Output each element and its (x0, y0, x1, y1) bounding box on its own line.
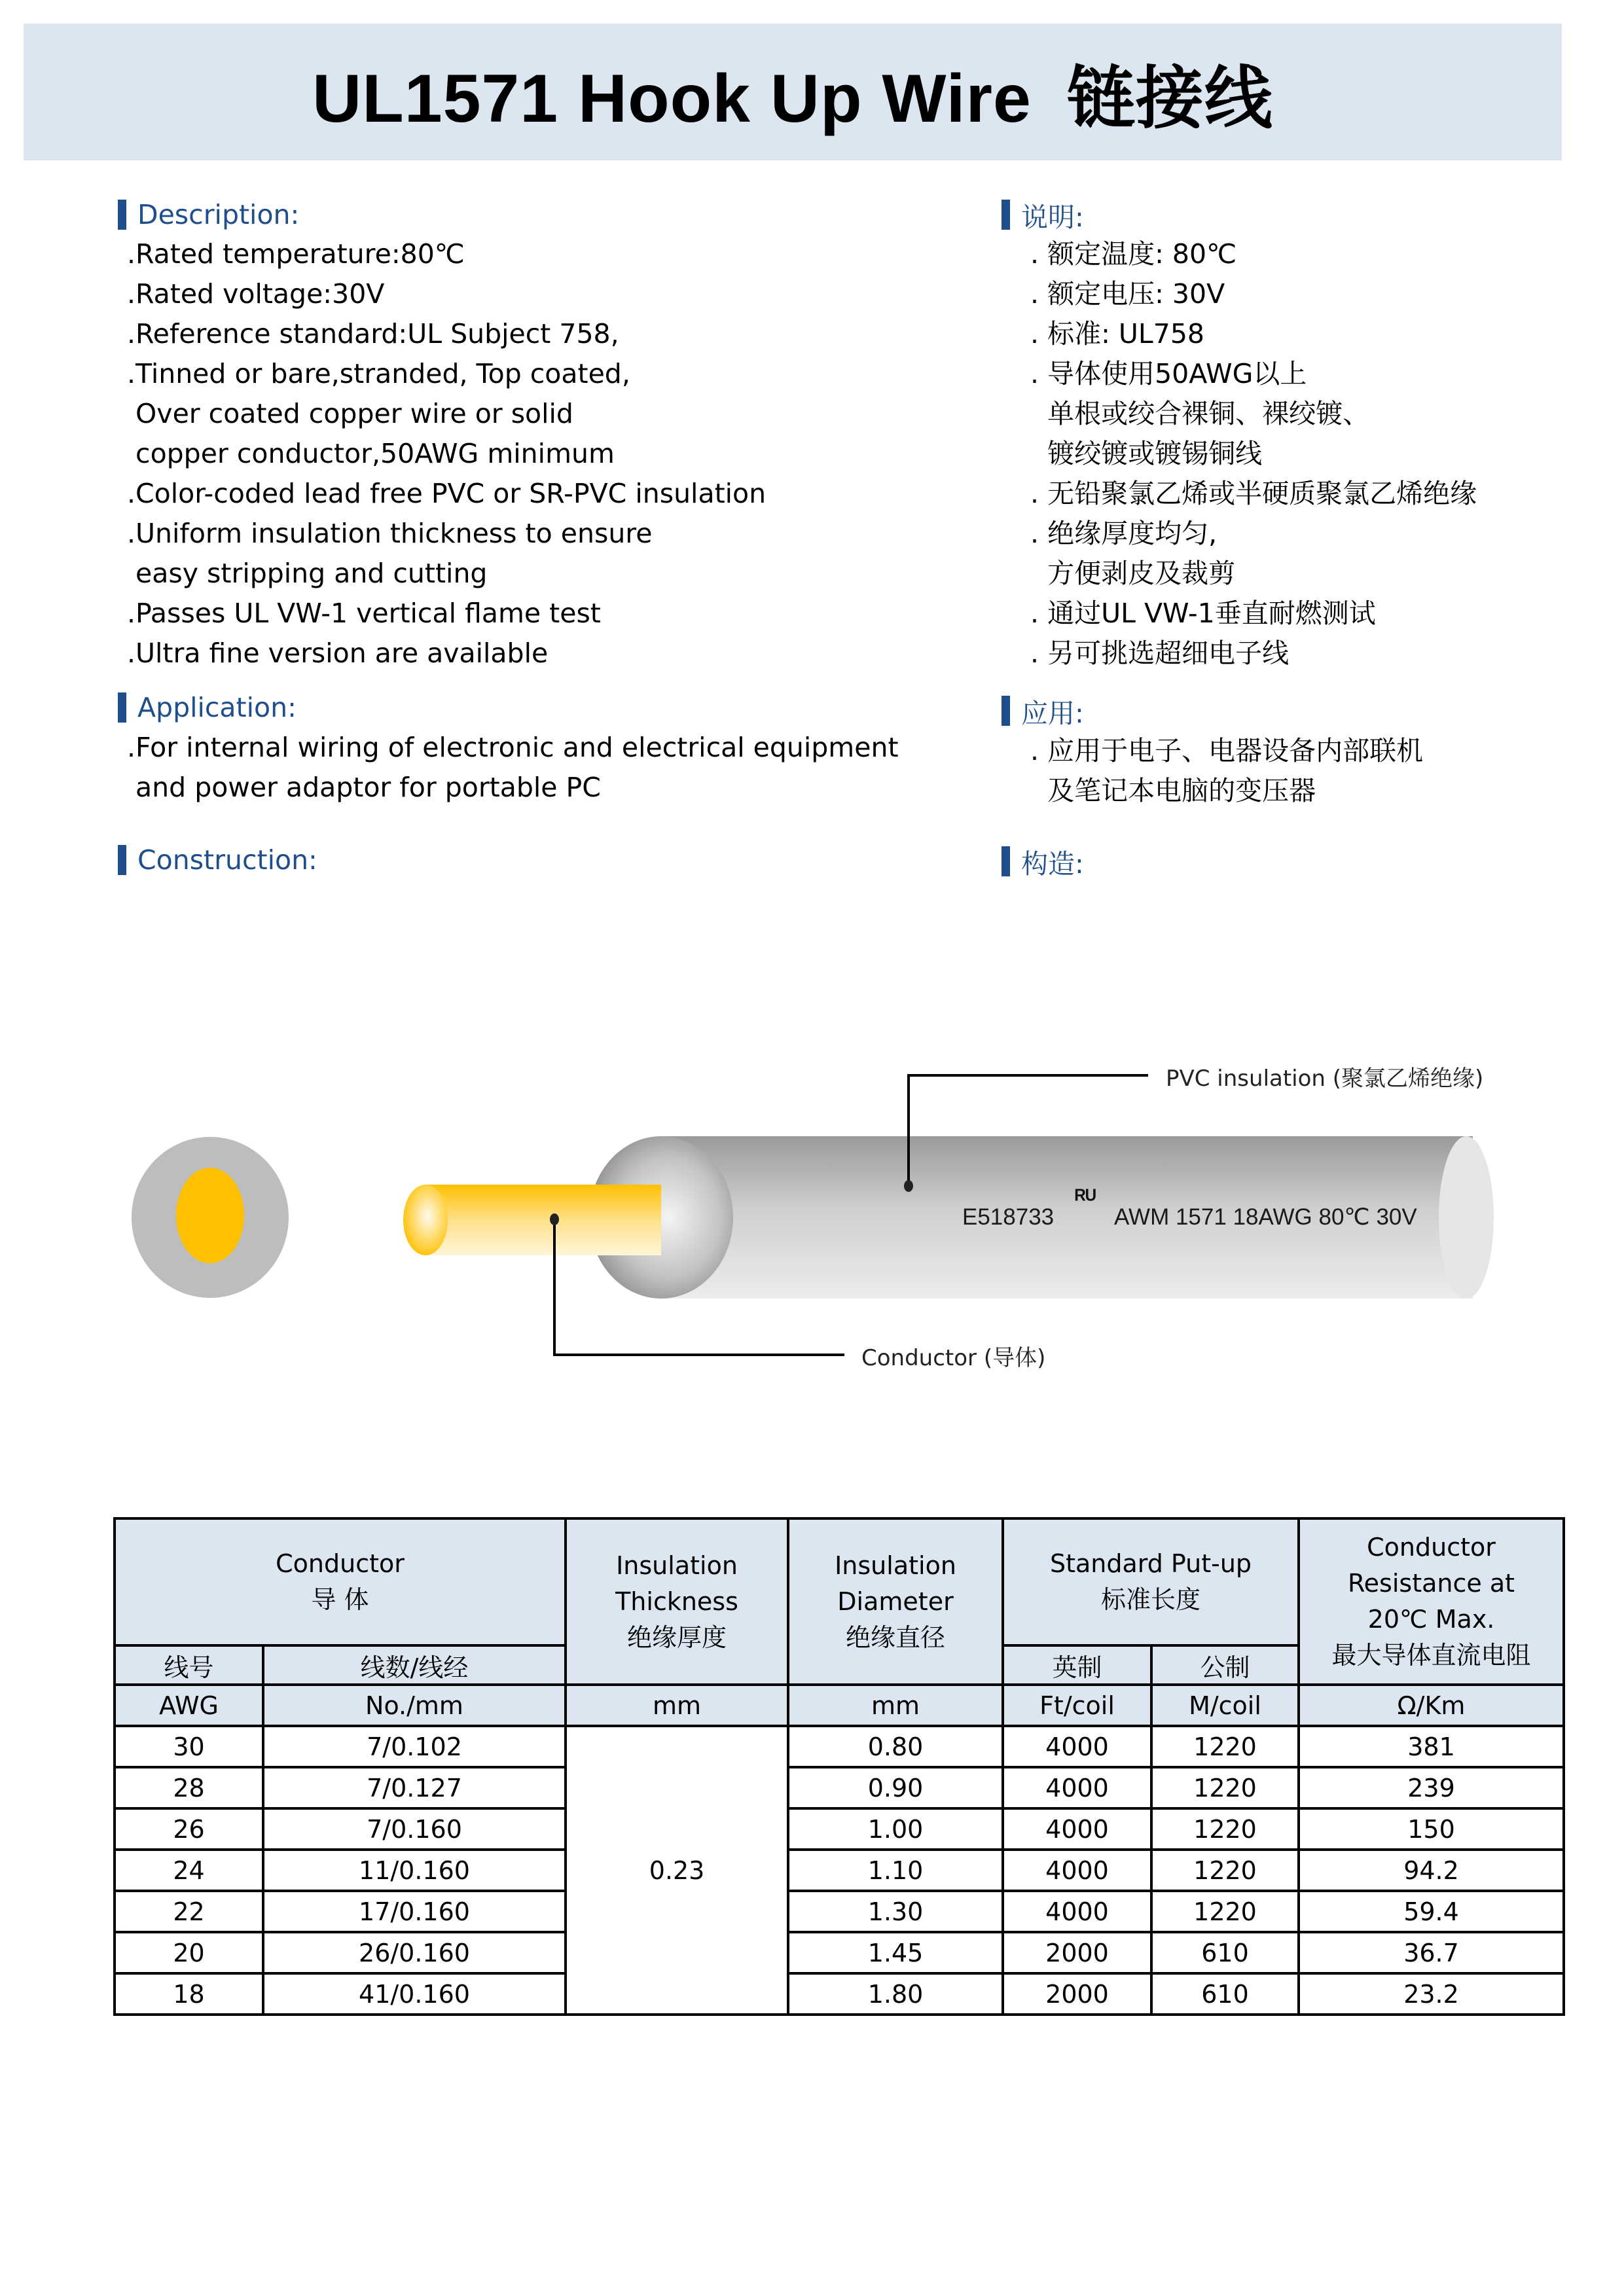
header-conductor-cn: 导 体 (311, 1585, 369, 1614)
application-heading-cn (1001, 694, 1084, 727)
header-putup-imperial: 英制 (1003, 1645, 1151, 1685)
table-row (115, 1726, 1564, 1767)
description-item: .Tinned or bare,stranded, Top coated, (127, 358, 630, 389)
description-item: .Uniform insulation thickness to ensure (127, 518, 653, 549)
cell-m-coil: 1220 (1151, 1767, 1299, 1808)
cell-resistance: 381 (1299, 1726, 1564, 1767)
cell-ft-coil: 4000 (1003, 1726, 1151, 1767)
table-row (115, 1973, 1564, 2015)
header-ins-thickness-en1: Insulation (616, 1551, 738, 1580)
cell-ft-coil: 2000 (1003, 1973, 1151, 2015)
conductor-leader-dot (550, 1213, 559, 1225)
header-resistance-en2: Resistance at (1347, 1569, 1515, 1598)
description-item: .Rated temperature:80℃ (127, 238, 465, 270)
cell-diameter: 1.10 (788, 1850, 1003, 1891)
cell-m-coil: 1220 (1151, 1891, 1299, 1932)
construction-heading-cn (1001, 845, 1084, 878)
description-item-cn: 单根或绞合裸铜、裸绞镀、 (1030, 398, 1370, 429)
header-ins-diameter-cn: 绝缘直径 (845, 1623, 945, 1652)
insulation-callout: PVC insulation (聚氯乙烯绝缘) (1166, 1066, 1484, 1092)
description-item: .Rated voltage:30V (127, 278, 385, 310)
cell-ft-coil: 2000 (1003, 1932, 1151, 1973)
title-english: UL1571 Hook Up Wire (312, 60, 1032, 137)
description-list (127, 234, 766, 673)
cell-ft-coil: 4000 (1003, 1850, 1151, 1891)
section-marker (118, 200, 126, 230)
table-row (115, 1808, 1564, 1850)
description-item: .Passes UL VW-1 vertical flame test (127, 598, 601, 629)
description-heading-text: Description: (137, 199, 300, 230)
chinese-column (1001, 0, 1558, 916)
cell-diameter: 0.90 (788, 1767, 1003, 1808)
application-list-cn (1030, 731, 1423, 811)
description-item-cn: . 额定电压: 30V (1030, 278, 1225, 310)
cell-ft-coil: 4000 (1003, 1808, 1151, 1850)
header-standard-putup (1003, 1518, 1299, 1645)
cell-awg: 24 (115, 1850, 263, 1891)
section-marker (118, 845, 126, 875)
table-row (115, 1932, 1564, 1973)
header-resistance-cn: 最大导体直流电阻 (1331, 1641, 1531, 1670)
description-item-cn: . 绝缘厚度均匀, (1030, 518, 1218, 549)
unit-m-coil: M/coil (1151, 1685, 1299, 1726)
wire-print-text: AWM 1571 18AWG 80℃ 30V (1114, 1204, 1417, 1230)
cell-m-coil: 1220 (1151, 1726, 1299, 1767)
header-putup-cn: 标准长度 (1101, 1585, 1201, 1614)
cell-m-coil: 610 (1151, 1932, 1299, 1973)
ul-mark-icon (1075, 1185, 1096, 1211)
cell-ft-coil: 4000 (1003, 1891, 1151, 1932)
header-gauge-cn: 线号 (115, 1645, 263, 1685)
cell-insulation-thickness: 0.23 (566, 1726, 788, 2015)
section-marker (118, 692, 126, 723)
description-item-cn: 镀绞镀或镀锡铜线 (1030, 438, 1263, 469)
wire-print-file-number: E518733 (962, 1204, 1055, 1230)
application-item-cn: 及笔记本电脑的变压器 (1030, 775, 1316, 806)
cell-resistance: 23.2 (1299, 1973, 1564, 2015)
cell-resistance: 239 (1299, 1767, 1564, 1808)
unit-ft-coil: Ft/coil (1003, 1685, 1151, 1726)
description-item-cn: . 标准: UL758 (1030, 318, 1205, 350)
application-item: .For internal wiring of electronic and electrical equipment (127, 732, 899, 763)
description-item-cn: . 通过UL VW-1垂直耐燃测试 (1030, 598, 1376, 629)
description-list-cn (1030, 234, 1477, 673)
header-resistance (1299, 1518, 1564, 1685)
description-heading-cn-text: 说明: (1021, 201, 1084, 233)
cell-diameter: 1.30 (788, 1891, 1003, 1932)
description-heading (118, 198, 299, 231)
description-item-cn: . 无铅聚氯乙烯或半硬质聚氯乙烯绝缘 (1030, 478, 1477, 509)
specification-table (113, 1517, 1565, 2016)
header-strand-cn: 线数/线经 (263, 1645, 566, 1685)
english-column (118, 0, 936, 916)
header-insulation-diameter (788, 1518, 1003, 1685)
cell-diameter: 1.80 (788, 1973, 1003, 2015)
table-row (115, 1850, 1564, 1891)
cell-strand: 11/0.160 (263, 1850, 566, 1891)
insulation-leader-dot (904, 1180, 913, 1192)
header-ins-thickness-cn: 绝缘厚度 (626, 1623, 727, 1652)
description-item-cn: 方便剥皮及裁剪 (1030, 558, 1236, 589)
description-item-cn: . 导体使用50AWG以上 (1030, 358, 1307, 389)
description-item-cn: . 额定温度: 80℃ (1030, 238, 1237, 270)
units-row (115, 1685, 1564, 1726)
cell-awg: 28 (115, 1767, 263, 1808)
application-heading-text: Application: (137, 692, 297, 723)
application-heading-cn-text: 应用: (1021, 697, 1084, 729)
cell-resistance: 59.4 (1299, 1891, 1564, 1932)
header-insulation-thickness (566, 1518, 788, 1685)
cell-strand: 26/0.160 (263, 1932, 566, 1973)
cell-awg: 22 (115, 1891, 263, 1932)
cell-awg: 26 (115, 1808, 263, 1850)
section-marker (1001, 200, 1010, 230)
header-putup-metric: 公制 (1151, 1645, 1299, 1685)
cell-diameter: 1.00 (788, 1808, 1003, 1850)
construction-heading (118, 844, 317, 876)
cell-strand: 17/0.160 (263, 1891, 566, 1932)
description-item: .Color-coded lead free PVC or SR-PVC insulation (127, 478, 767, 509)
application-item: and power adaptor for portable PC (127, 772, 601, 803)
table-row (115, 1767, 1564, 1808)
table-row (115, 1891, 1564, 1932)
svg-text:ᴿᵁ: ᴿᵁ (1075, 1185, 1096, 1211)
cell-m-coil: 610 (1151, 1973, 1299, 2015)
cell-strand: 7/0.160 (263, 1808, 566, 1850)
unit-diameter: mm (788, 1685, 1003, 1726)
wire-construction-diagram (0, 1021, 1624, 1414)
cell-awg: 30 (115, 1726, 263, 1767)
conductor-end (403, 1185, 448, 1255)
construction-heading-cn-text: 构造: (1021, 848, 1084, 880)
cell-strand: 7/0.127 (263, 1767, 566, 1808)
cell-awg: 20 (115, 1932, 263, 1973)
conductor-callout: Conductor (导体) (861, 1345, 1046, 1371)
header-ins-diameter-en2: Diameter (837, 1587, 954, 1616)
cell-strand: 7/0.102 (263, 1726, 566, 1767)
cell-m-coil: 1220 (1151, 1808, 1299, 1850)
application-list (127, 728, 899, 808)
unit-thickness: mm (566, 1685, 788, 1726)
section-marker (1001, 846, 1010, 876)
description-item: .Reference standard:UL Subject 758, (127, 318, 619, 350)
title-chinese: 链接线 (1066, 60, 1273, 137)
cell-diameter: 0.80 (788, 1726, 1003, 1767)
description-item-cn: . 另可挑选超细电子线 (1030, 637, 1290, 669)
header-resistance-en3: 20℃ Max. (1367, 1605, 1495, 1634)
header-conductor-en: Conductor (276, 1549, 405, 1578)
conductor-core (425, 1185, 661, 1255)
cell-ft-coil: 4000 (1003, 1767, 1151, 1808)
jacket-far-end (1439, 1136, 1494, 1299)
cell-resistance: 36.7 (1299, 1932, 1564, 1973)
application-heading (118, 691, 297, 724)
description-item: Over coated copper wire or solid (127, 398, 573, 429)
cell-resistance: 150 (1299, 1808, 1564, 1850)
cross-section-conductor (176, 1168, 244, 1263)
header-resistance-en1: Conductor (1367, 1533, 1496, 1562)
header-putup-en: Standard Put-up (1049, 1549, 1252, 1578)
cell-awg: 18 (115, 1973, 263, 2015)
description-heading-cn (1001, 198, 1084, 231)
construction-heading-text: Construction: (137, 844, 317, 876)
description-item: copper conductor,50AWG minimum (127, 438, 615, 469)
description-item: .Ultra fine version are available (127, 637, 549, 669)
cell-m-coil: 1220 (1151, 1850, 1299, 1891)
application-item-cn: . 应用于电子、电器设备内部联机 (1030, 735, 1424, 766)
header-conductor (115, 1518, 566, 1645)
section-marker (1001, 696, 1010, 726)
unit-awg: AWG (115, 1685, 263, 1726)
header-ins-thickness-en2: Thickness (615, 1587, 738, 1616)
cell-strand: 41/0.160 (263, 1973, 566, 2015)
unit-strand: No./mm (263, 1685, 566, 1726)
cell-resistance: 94.2 (1299, 1850, 1564, 1891)
header-ins-diameter-en1: Insulation (835, 1551, 956, 1580)
cell-diameter: 1.45 (788, 1932, 1003, 1973)
unit-resistance: Ω/Km (1299, 1685, 1564, 1726)
description-item: easy stripping and cutting (127, 558, 488, 589)
